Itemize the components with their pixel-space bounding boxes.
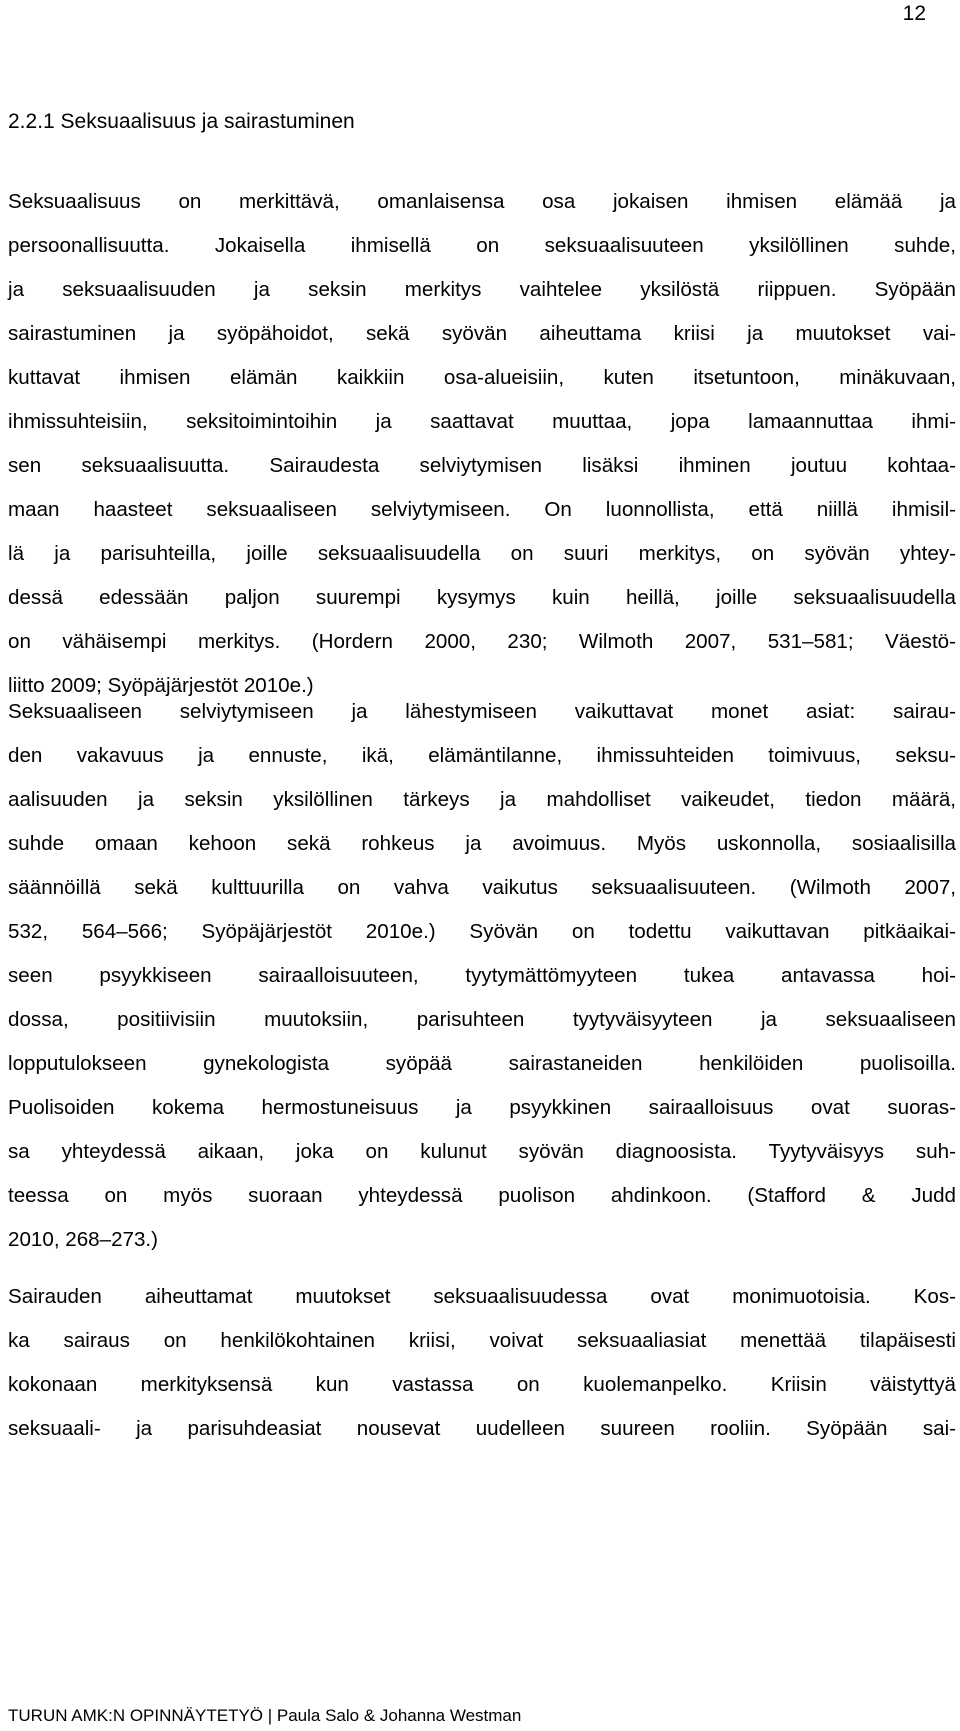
paragraph-line: sa yhteydessä aikaan, joka on kulunut syövän diagnoosista. Tyytyväisyys suh- — [8, 1140, 956, 1163]
paragraph-line: kuttavat ihmisen elämän kaikkiin osa-alueisiin, kuten itsetuntoon, minäkuvaan, — [8, 366, 956, 389]
paragraph-line: suhde omaan kehoon sekä rohkeus ja avoimuus. Myös uskonnolla, sosiaalisilla — [8, 832, 956, 855]
paragraph-line: ka sairaus on henkilökohtainen kriisi, voivat seksuaaliasiat menettää tilapäisesti — [8, 1329, 956, 1352]
paragraph-line: Puolisoiden kokema hermostuneisuus ja psyykkinen sairaalloisuus ovat suoras- — [8, 1096, 956, 1119]
paragraph-line: ihmissuhteisiin, seksitoimintoihin ja saattavat muuttaa, jopa lamaannuttaa ihmi- — [8, 410, 956, 433]
paragraph-line: on vähäisempi merkitys. (Hordern 2000, 230; Wilmoth 2007, 531–581; Väestö- — [8, 630, 956, 653]
paragraph-line: sairastuminen ja syöpähoidot, sekä syövän aiheuttama kriisi ja muutokset vai- — [8, 322, 956, 345]
paragraph-line: Sairauden aiheuttamat muutokset seksuaalisuudessa ovat monimuotoisia. Kos- — [8, 1285, 956, 1308]
page-number: 12 — [902, 2, 926, 25]
paragraph-line: aalisuuden ja seksin yksilöllinen tärkeys ja mahdolliset vaikeudet, tiedon määrä, — [8, 788, 956, 811]
paragraph-line: dessä edessään paljon suurempi kysymys kuin heillä, joille seksuaalisuudella — [8, 586, 956, 609]
paragraph-line: Seksuaaliseen selviytymiseen ja lähestymiseen vaikuttavat monet asiat: sairau- — [8, 700, 956, 723]
paragraph-line: säännöillä sekä kulttuurilla on vahva vaikutus seksuaalisuuteen. (Wilmoth 2007, — [8, 876, 956, 899]
paragraph-1 — [8, 180, 956, 708]
paragraph-line: lopputulokseen gynekologista syöpää sairastaneiden henkilöiden puolisoilla. — [8, 1052, 956, 1075]
paragraph-3 — [8, 1275, 956, 1451]
paragraph-line: Seksuaalisuus on merkittävä, omanlaisensa osa jokaisen ihmisen elämää ja — [8, 190, 956, 213]
paragraph-line: kokonaan merkityksensä kun vastassa on kuolemanpelko. Kriisin väistyttyä — [8, 1373, 956, 1396]
section-heading: 2.2.1 Seksuaalisuus ja sairastuminen — [8, 110, 355, 133]
paragraph-line: liitto 2009; Syöpäjärjestöt 2010e.) — [8, 674, 314, 697]
paragraph-line: seksuaali- ja parisuhdeasiat nousevat uudelleen suureen rooliin. Syöpään sai- — [8, 1417, 956, 1440]
paragraph-line: maan haasteet seksuaaliseen selviytymiseen. On luonnollista, että niillä ihmisil- — [8, 498, 956, 521]
paragraph-line: persoonallisuutta. Jokaisella ihmisellä on seksuaalisuuteen yksilöllinen suhde, — [8, 234, 956, 257]
paragraph-line: 2010, 268–273.) — [8, 1228, 159, 1251]
paragraph-line: sen seksuaalisuutta. Sairaudesta selviytymisen lisäksi ihminen joutuu kohtaa- — [8, 454, 956, 477]
paragraph-line: dossa, positiivisiin muutoksiin, parisuhteen tyytyväisyyteen ja seksuaaliseen — [8, 1008, 956, 1031]
paragraph-line: 532, 564–566; Syöpäjärjestöt 2010e.) Syövän on todettu vaikuttavan pitkäaikai- — [8, 920, 956, 943]
paragraph-2 — [8, 690, 956, 1262]
paragraph-line: seen psyykkiseen sairaalloisuuteen, tyytymättömyyteen tukea antavassa hoi- — [8, 964, 956, 987]
paragraph-line: lä ja parisuhteilla, joille seksuaalisuudella on suuri merkitys, on syövän yhtey- — [8, 542, 956, 565]
paragraph-line: ja seksuaalisuuden ja seksin merkitys vaihtelee yksilöstä riippuen. Syöpään — [8, 278, 956, 301]
page-footer: TURUN AMK:N OPINNÄYTETYÖ | Paula Salo & Johanna Westman — [8, 1706, 522, 1725]
paragraph-line: teessa on myös suoraan yhteydessä puolison ahdinkoon. (Stafford & Judd — [8, 1184, 956, 1207]
paragraph-line: den vakavuus ja ennuste, ikä, elämäntilanne, ihmissuhteiden toimivuus, seksu- — [8, 744, 956, 767]
